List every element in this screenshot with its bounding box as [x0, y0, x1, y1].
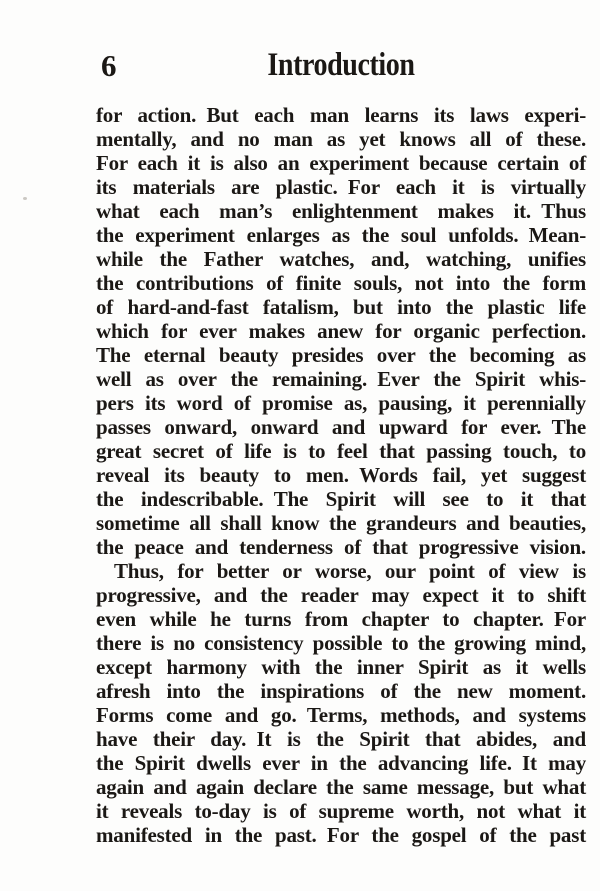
text-line: Thus, for better or worse, our point of view is — [114, 559, 586, 583]
text-line: have their day. It is the Spirit that abides, and — [96, 727, 586, 751]
text-line: Forms come and go. Terms, methods, and systems — [96, 703, 586, 727]
text-line: afresh into the inspirations of the new moment. — [96, 679, 586, 703]
text-line: what each man’s enlightenment makes it. Thus — [96, 199, 586, 223]
paragraph-2 — [96, 559, 586, 847]
page-number: 6 — [101, 48, 116, 83]
text-line: passes onward, onward and upward for ever. The — [96, 415, 586, 439]
body-text — [96, 103, 586, 847]
scan-speck-artifact — [23, 197, 27, 200]
text-line: which for ever makes anew for organic perfection. — [96, 319, 586, 343]
text-line: mentally, and no man as yet knows all of these. — [96, 127, 586, 151]
paragraph-1 — [96, 103, 586, 559]
text-line: sometime all shall know the grandeurs and beauties, — [96, 511, 586, 535]
text-block — [96, 49, 586, 847]
text-line: the peace and tenderness of that progressive vision. — [96, 535, 586, 559]
text-line: again and again declare the same message, but what — [96, 775, 586, 799]
text-line: progressive, and the reader may expect it to shift — [96, 583, 586, 607]
text-line: great secret of life is to feel that passing touch, to — [96, 439, 586, 463]
running-head-title: Introduction — [267, 47, 415, 83]
text-line: for action. But each man learns its laws experi- — [96, 103, 586, 127]
text-line: of hard-and-fast fatalism, but into the plastic life — [96, 295, 586, 319]
text-line: For each it is also an experiment because certain of — [96, 151, 586, 175]
text-line: the indescribable. The Spirit will see to it that — [96, 487, 586, 511]
text-line: it reveals to-day is of supreme worth, not what it — [96, 799, 586, 823]
text-line: reveal its beauty to men. Words fail, yet suggest — [96, 463, 586, 487]
text-line: even while he turns from chapter to chapter. For — [96, 607, 586, 631]
text-line: well as over the remaining. Ever the Spirit whis- — [96, 367, 586, 391]
text-line: the contributions of finite souls, not into the form — [96, 271, 586, 295]
page-header — [96, 49, 586, 82]
text-line: its materials are plastic. For each it is virtually — [96, 175, 586, 199]
text-line: pers its word of promise as, pausing, it perennially — [96, 391, 586, 415]
text-line: there is no consistency possible to the growing mind, — [96, 631, 586, 655]
text-line: the Spirit dwells ever in the advancing life. It may — [96, 751, 586, 775]
text-line: manifested in the past. For the gospel of the past — [96, 823, 586, 847]
text-line: The eternal beauty presides over the becoming as — [96, 343, 586, 367]
text-line: while the Father watches, and, watching, unifies — [96, 247, 586, 271]
text-line: the experiment enlarges as the soul unfolds. Mean- — [96, 223, 586, 247]
text-line: except harmony with the inner Spirit as it wells — [96, 655, 586, 679]
